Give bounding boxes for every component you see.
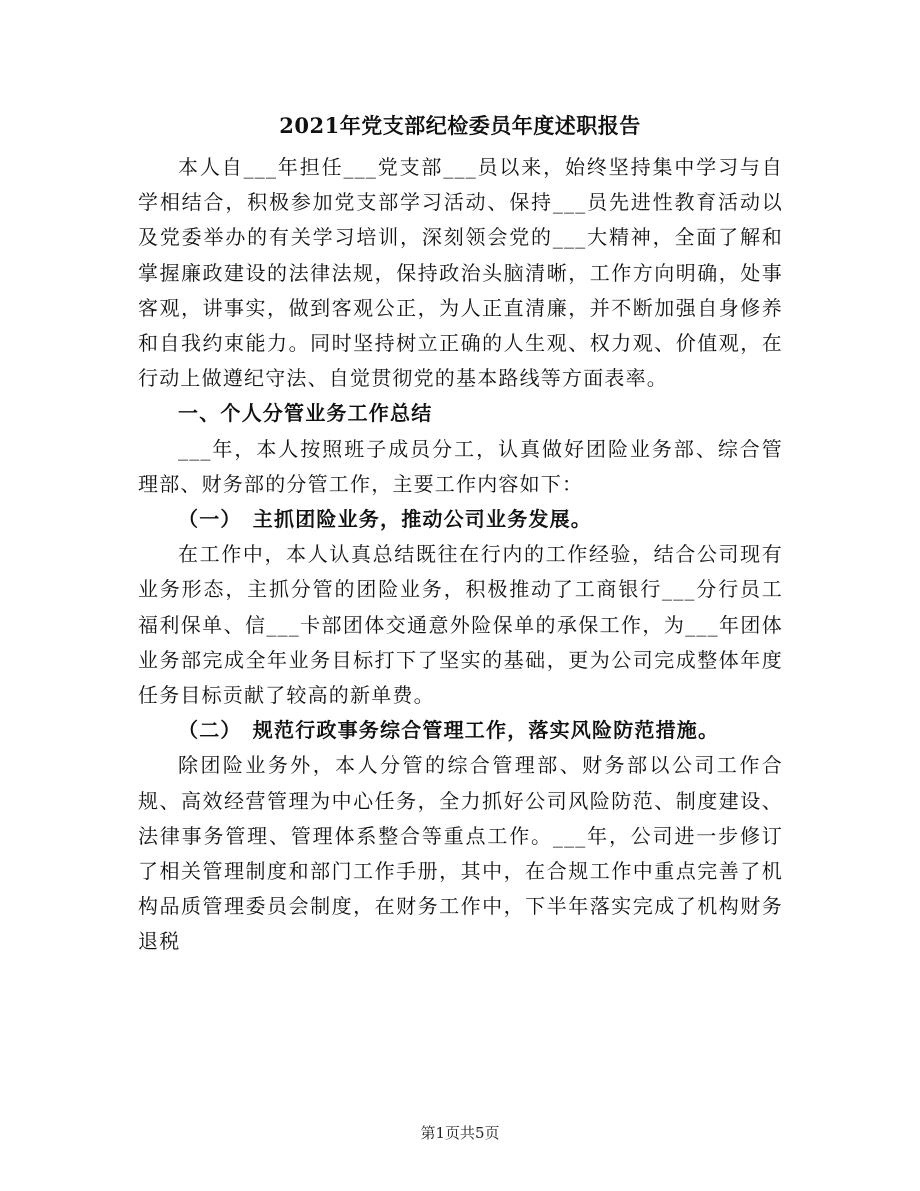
subsection-heading-1: （一） 主抓团险业务，推动公司业务发展。 [178,507,592,532]
paragraph-section-1-intro: ___年，本人按照班子成员分工，认真做好团险业务部、综合管理部、财务部的分管工作，主要工作内容如下： [138,436,783,496]
paragraph-subsection-1: 在工作中，本人认真总结既往在行内的工作经验，结合公司现有业务形态，主抓分管的团险业务，积极推动了工商银行___分行员工福利保单、信___卡部团体交通意外险保单的承保工作，为___年团体业务部完成全年业务目标打下了坚实的基础，更为公司完成整体年度任务目标贡献了较高的新单费。 [138,542,783,708]
page-number-footer: 第1页共5页 [420,1124,500,1142]
paragraph-subsection-2: 除团险业务外，本人分管的综合管理部、财务部以公司工作合规、高效经营管理为中心任务，全力抓好公司风险防范、制度建设、法律事务管理、管理体系整合等重点工作。___年，公司进一步修订了相关管理制度和部门工作手册，其中，在合规工作中重点完善了机构品质管理委员会制度，在财务工作中，下半年落实完成了机构财务退税 [138,753,783,954]
subsection-heading-2: （二） 规范行政事务综合管理工作，落实风险防范措施。 [178,718,720,743]
paragraph-intro: 本人自___年担任___党支部___员以来，始终坚持集中学习与自学相结合，积极参加党支部学习活动、保持___员先进性教育活动以及党委举办的有关学习培训，深刻领会党的___大精神，全面了解和掌握廉政建设的法律法规，保持政治头脑清晰，工作方向明确，处事客观，讲事实，做到客观公正，为人正直清廉，并不断加强自身修养和自我约束能力。同时坚持树立正确的人生观、权力观、价值观，在行动上做遵纪守法、自觉贯彻党的基本路线等方面表率。 [138,155,783,391]
document-title: 2021年党支部纪检委员年度述职报告 [279,113,641,138]
section-heading-1: 一、个人分管业务工作总结 [178,401,433,426]
document-body [138,150,783,960]
